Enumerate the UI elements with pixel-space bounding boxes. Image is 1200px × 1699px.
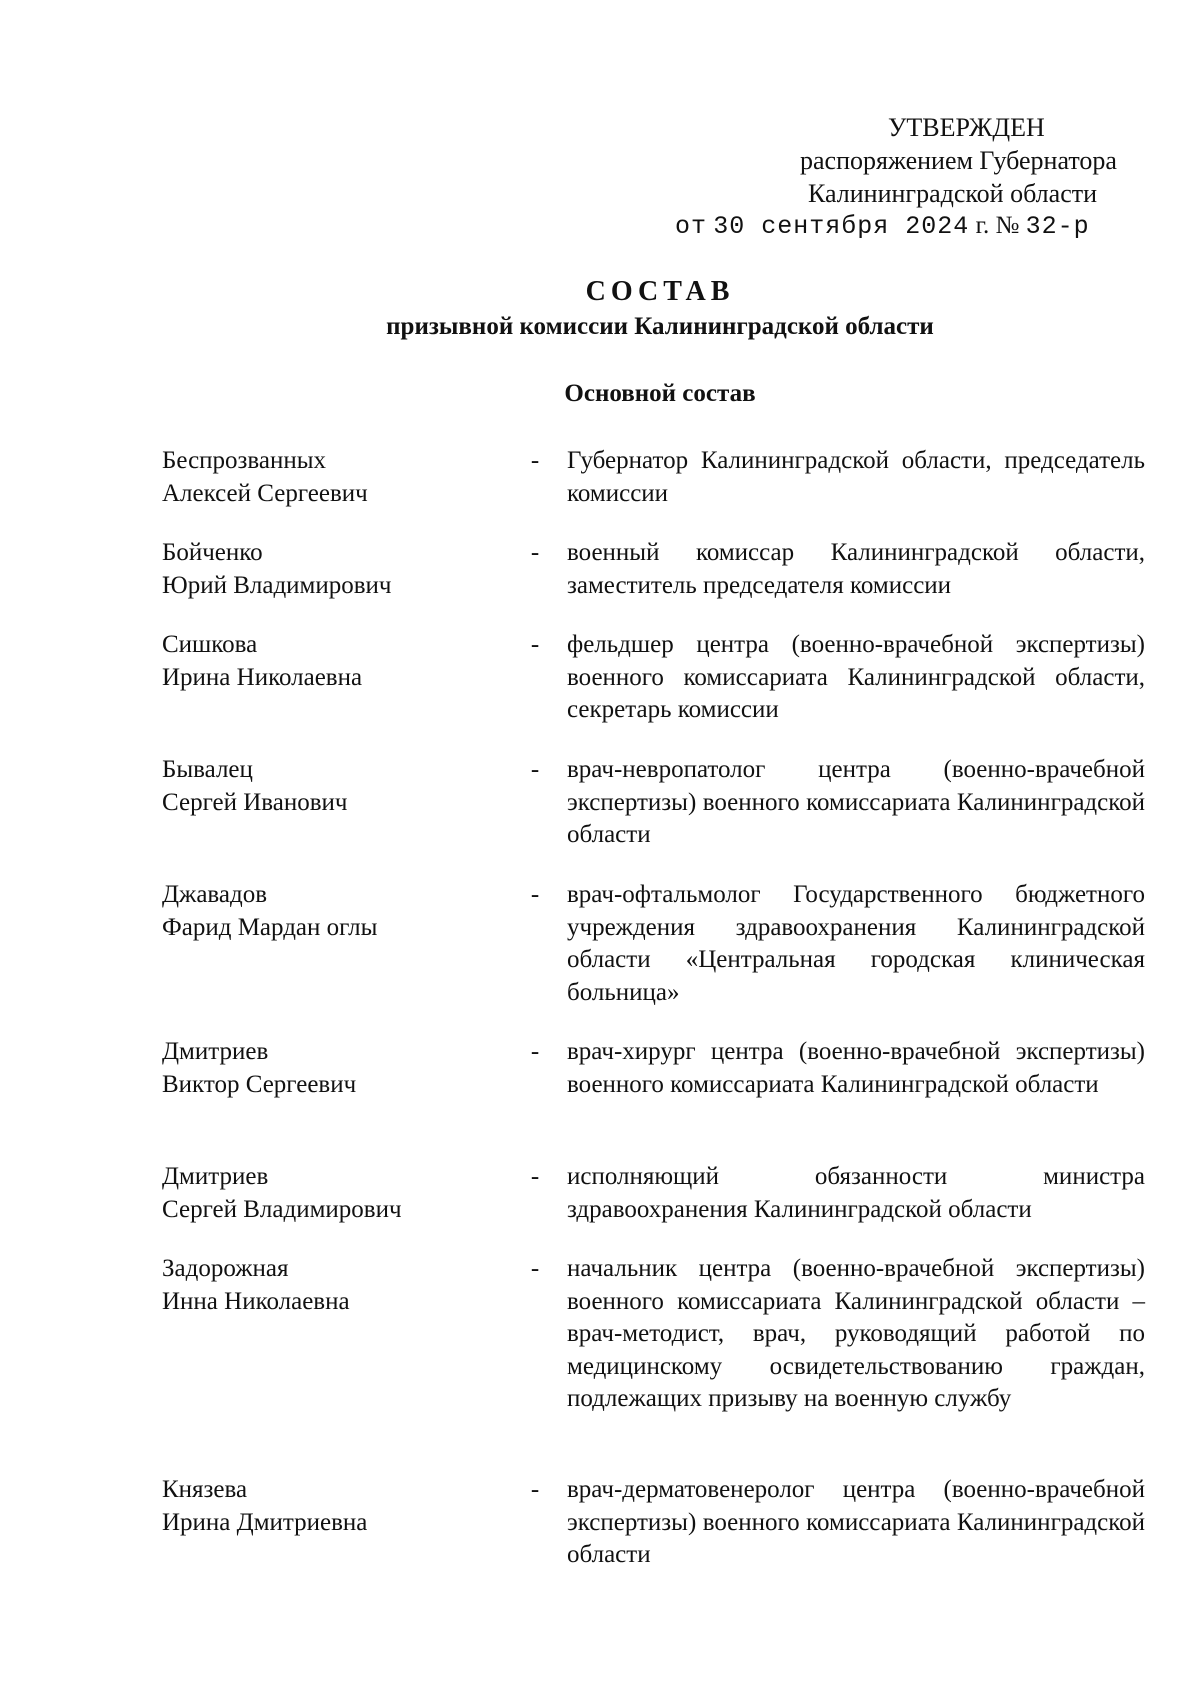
separator-dash: -: [530, 881, 540, 908]
member-role: врач-дерматовенеролог центра (военно-врачебной экспертизы) военного комиссариата Калининградской области: [567, 1476, 1145, 1568]
member-surname: Бойченко: [162, 539, 263, 566]
approval-number: 32-р: [1025, 212, 1090, 241]
member-name: [162, 537, 522, 602]
member-surname: Бывалец: [162, 756, 253, 783]
member-surname: Сишкова: [162, 631, 258, 658]
document-subtitle: призывной комиссии Калининградской области: [386, 313, 934, 340]
member-name: [162, 879, 522, 944]
approval-region: Калининградской области: [808, 179, 1098, 208]
member-role: фельдшер центра (военно-врачебной экспертизы) военного комиссариата Калининградской области, секретарь комиссии: [567, 631, 1145, 723]
document-title: СОСТАВ: [585, 276, 735, 307]
member-name: [162, 445, 522, 510]
approval-authority: распоряжением Губернатора: [800, 146, 1117, 175]
member-given-names: Виктор Сергеевич: [162, 1070, 357, 1098]
member-role: исполняющий обязанности министра здравоохранения Калининградской области: [567, 1163, 1145, 1223]
separator-dash: -: [530, 1255, 540, 1282]
member-given-names: Сергей Владимирович: [162, 1195, 402, 1223]
member-given-names: Юрий Владимирович: [162, 571, 392, 599]
member-name: [162, 1474, 522, 1539]
approval-date-prefix: от: [675, 212, 708, 241]
member-given-names: Фарид Мардан оглы: [162, 913, 378, 941]
member-role: начальник центра (военно-врачебной экспертизы) военного комиссариата Калининградской области – врач-методист, врач, руководящий работой по медицинскому освидетельствованию граждан, подлежащих призыву на военную службу: [567, 1255, 1145, 1412]
separator-dash: -: [530, 447, 540, 474]
section-heading: Основной состав: [564, 380, 756, 407]
member-role: Губернатор Калининградской области, председатель комиссии: [567, 447, 1145, 507]
approval-title: УТВЕРЖДЕН: [888, 113, 1045, 142]
member-surname: Беспрозванных: [162, 447, 327, 474]
member-name: [162, 629, 522, 694]
approval-number-label: г. №: [975, 212, 1020, 239]
approval-date-line: [675, 210, 1090, 243]
member-name: [162, 1036, 522, 1101]
member-surname: Дмитриев: [162, 1163, 269, 1190]
member-surname: Дмитриев: [162, 1038, 269, 1065]
separator-dash: -: [530, 1476, 540, 1503]
separator-dash: -: [530, 539, 540, 566]
member-given-names: Алексей Сергеевич: [162, 479, 368, 507]
separator-dash: -: [530, 1163, 540, 1190]
approval-date: 30 сентября 2024: [713, 212, 970, 241]
member-surname: Князева: [162, 1476, 248, 1503]
member-given-names: Ирина Николаевна: [162, 663, 363, 691]
separator-dash: -: [530, 756, 540, 783]
member-role: врач-офтальмолог Государственного бюджетного учреждения здравоохранения Калининградской области «Центральная городская клиническая больница»: [567, 881, 1145, 1006]
member-role: военный комиссар Калининградской области, заместитель председателя комиссии: [567, 539, 1145, 599]
member-given-names: Ирина Дмитриевна: [162, 1508, 368, 1536]
member-given-names: Инна Николаевна: [162, 1287, 350, 1315]
member-name: [162, 754, 522, 819]
member-name: [162, 1161, 522, 1226]
member-role: врач-невропатолог центра (военно-врачебной экспертизы) военного комиссариата Калининградской области: [567, 756, 1145, 848]
member-role: врач-хирург центра (военно-врачебной экспертизы) военного комиссариата Калининградской области: [567, 1038, 1145, 1098]
member-surname: Джавадов: [162, 881, 268, 908]
separator-dash: -: [530, 631, 540, 658]
member-surname: Задорожная: [162, 1255, 289, 1282]
member-name: [162, 1253, 522, 1318]
member-given-names: Сергей Иванович: [162, 788, 348, 816]
separator-dash: -: [530, 1038, 540, 1065]
